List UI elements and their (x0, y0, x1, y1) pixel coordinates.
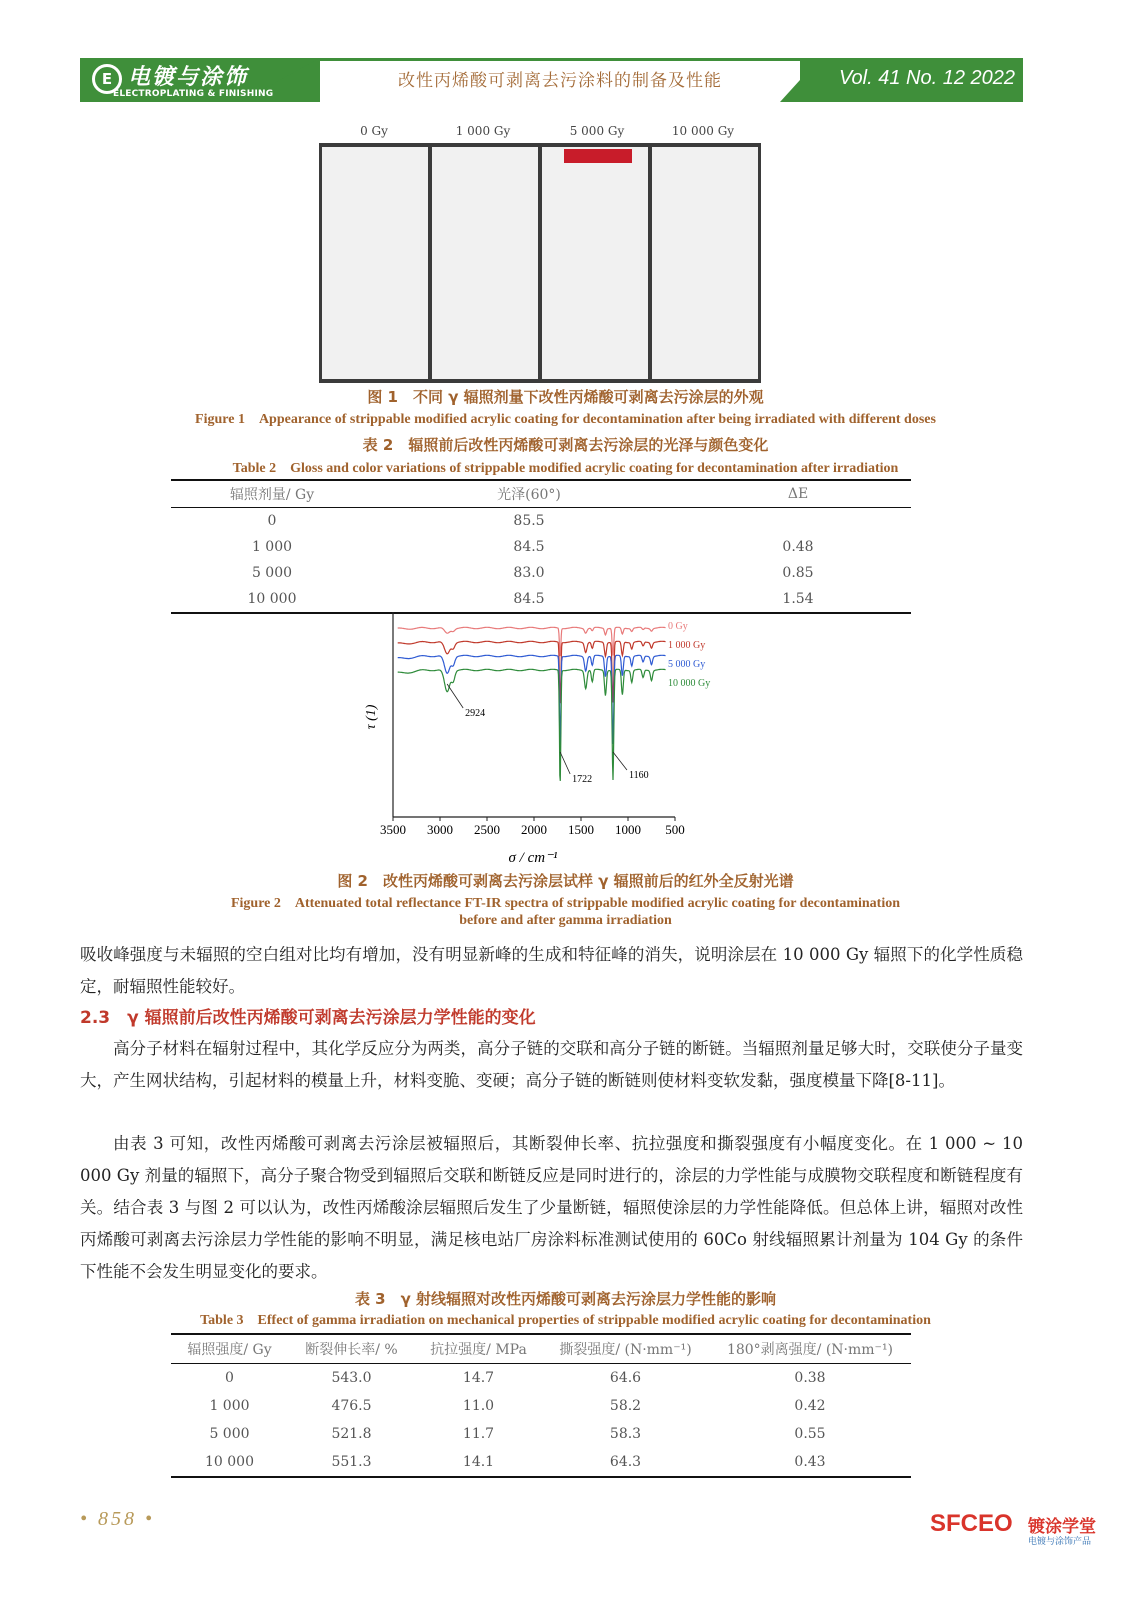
figure1-caption-cn: 图 1 不同 γ 辐照剂量下改性丙烯酸可剥离去污涂层的外观 (367, 388, 764, 406)
legend-entry: 1 000 Gy (668, 640, 706, 651)
legend-entry: 5 000 Gy (668, 659, 706, 670)
table3-header: 180°剥离强度/ (N·mm⁻¹) (709, 1334, 911, 1364)
table-cell: 1 000 (251, 539, 293, 555)
table-cell: 0.38 (794, 1370, 826, 1386)
footer-logo-sub: 电镀与涂饰产品 (1028, 1537, 1092, 1547)
table3-header: 辐照强度/ Gy (171, 1334, 288, 1364)
legend-entry: 0 Gy (668, 621, 688, 632)
running-title: 改性丙烯酸可剥离去污涂料的制备及性能 (398, 71, 722, 91)
table2-header: ΔE (685, 480, 911, 508)
table-cell: 476.5 (331, 1398, 372, 1414)
paragraph-2: 高分子材料在辐射过程中，其化学反应分为两类，高分子链的交联和高分子链的断链。当辐照剂量足够大时，交联使分子量变大，产生网状结构，引起材料的模量上升，材料变脆、变硬；高分子链的断链则使材料变软发黏，强度模量下降[8-11]。 (80, 1039, 1023, 1090)
table-cell: 85.5 (513, 513, 545, 529)
table-cell: 14.1 (415, 1448, 542, 1477)
table-cell: 11.7 (462, 1426, 495, 1442)
figure1-label-0gy: 0 Gy (360, 124, 388, 138)
page-number: • 858 • (80, 1508, 156, 1530)
journal-name-cn: 电镀与涂饰 (128, 64, 249, 90)
paragraph-1: 吸收峰强度与未辐照的空白组对比均有增加，没有明显新峰的生成和特征峰的消失，说明涂层在 10 000 Gy 辐照下的化学性质稳定，耐辐照性能较好。 (80, 945, 1023, 996)
coating-panel-0gy (322, 147, 428, 379)
x-tick-label: 2500 (474, 822, 500, 837)
table2-caption-cn: 表 2 辐照前后改性丙烯酸可剥离去污涂层的光泽与颜色变化 (362, 436, 769, 454)
figure1-caption-en: Figure 1 Appearance of strippable modified acrylic coating for decontamination after being irradiated with different doses (195, 412, 936, 427)
table-row (171, 534, 911, 560)
peak-annotations (447, 684, 648, 785)
table-cell: 14.7 (462, 1370, 495, 1386)
coating-panel-10000gy (652, 147, 758, 379)
table-cell (685, 508, 911, 535)
journal-name-en: ELECTROPLATING & FINISHING (113, 89, 274, 99)
table-cell: 0 (267, 513, 277, 529)
figure2-caption-en-1: Figure 2 Attenuated total reflectance FT-IR spectra of strippable modified acrylic coating for decontamination (230, 896, 901, 911)
table-row (171, 1392, 911, 1420)
spectrum-line-1 (398, 641, 666, 703)
x-ticks (380, 817, 685, 837)
figure1-label-1000gy: 1 000 Gy (455, 124, 511, 138)
table-cell: 5 000 (251, 565, 293, 581)
table-row (171, 586, 911, 613)
table2-caption-en: Table 2 Gloss and color variations of strippable modified acrylic coating for decontamination after irradiation (232, 461, 899, 476)
table-cell: 84.5 (373, 586, 685, 613)
table-cell: 58.3 (609, 1426, 642, 1442)
annotation-leader (560, 752, 570, 774)
table3-header: 断裂伸长率/ % (288, 1334, 415, 1364)
x-tick-label: 2000 (521, 822, 547, 837)
table-cell: 0.55 (794, 1426, 826, 1442)
annotation-leader (613, 752, 627, 770)
figure2-caption-en-2: before and after gamma irradiation (459, 913, 672, 928)
table-cell: 1 000 (209, 1398, 250, 1414)
table-cell: 58.2 (609, 1398, 642, 1414)
legend (668, 621, 710, 689)
volume-info: Vol. 41 No. 12 2022 (838, 67, 1015, 89)
table3-caption-cn: 表 3 γ 射线辐照对改性丙烯酸可剥离去污涂层力学性能的影响 (354, 1290, 777, 1308)
spectrum-line-3 (398, 669, 666, 781)
x-tick-label: 1000 (615, 822, 641, 837)
figure2-caption-cn: 图 2 改性丙烯酸可剥离去污涂层试样 γ 辐照前后的红外全反射光谱 (337, 872, 794, 890)
table-cell: 11.0 (462, 1398, 495, 1414)
paragraph-3: 由表 3 可知，改性丙烯酸可剥离去污涂层被辐照后，其断裂伸长率、抗拉强度和撕裂强度有小幅度变化。在 1 000 ~ 10 000 Gy 剂量的辐照下，高分子聚合物受到辐照后交联和断链反应是同时进行的，涂层的力学性能与成膜物交联程度和断链程度有关。结合表 3 与图 2 可以认为，改性丙烯酸涂层辐照后发生了少量断链，辐照使涂层的力学性能降低。但总体上讲，辐照对改性丙烯酸可剥离去污涂层力学性能的影响不明显，满足核电站厂房涂料标准测试使用的 60Co 射线辐照累计剂量为 104 Gy 的条件下性能不会发生明显变化的要求。 (80, 1134, 1023, 1281)
table-cell: 543.0 (331, 1370, 372, 1386)
table-cell: 0.48 (782, 539, 814, 555)
table-cell: 0.85 (782, 565, 814, 581)
table-cell: 0.43 (709, 1448, 911, 1477)
table-cell: 84.5 (513, 539, 545, 555)
red-tape-mark (564, 149, 632, 163)
figure1-label-5000gy: 5 000 Gy (569, 124, 625, 138)
table-row (171, 560, 911, 586)
table3-header: 抗拉强度/ MPa (415, 1334, 542, 1364)
figure1-label-10000gy: 10 000 Gy (671, 124, 735, 138)
coating-panel-5000gy (542, 147, 648, 379)
table-cell: 10 000 (171, 586, 373, 613)
table2-header: 光泽(60°) (373, 480, 685, 508)
figure1-photo (319, 143, 761, 383)
table-cell: 0 (225, 1370, 234, 1386)
table-cell: 551.3 (288, 1448, 415, 1477)
table-cell: 83.0 (513, 565, 545, 581)
table-cell: 64.3 (542, 1448, 709, 1477)
table2-header: 辐照剂量/ Gy (171, 480, 373, 508)
x-tick-label: 3000 (427, 822, 453, 837)
annotation-label: 2924 (465, 708, 486, 719)
spectra-series (398, 627, 666, 781)
table-cell: 10 000 (171, 1448, 288, 1477)
table3-caption-en: Table 3 Effect of gamma irradiation on mechanical properties of strippable modified acrylic coating for decontamination (200, 1313, 931, 1328)
section-heading-2-3: 2.3 γ 辐照前后改性丙烯酸可剥离去污涂层力学性能的变化 (80, 1008, 536, 1028)
table-row (171, 1420, 911, 1448)
y-axis-label: τ (1) (364, 704, 379, 730)
footer-logo: SFCEO (930, 1510, 1013, 1537)
table2 (171, 479, 911, 614)
table3 (171, 1333, 911, 1478)
annotation-label: 1160 (628, 770, 649, 781)
table-cell: 5 000 (209, 1426, 250, 1442)
table-row (171, 1448, 911, 1477)
table-cell: 1.54 (685, 586, 911, 613)
annotation-leader (447, 684, 463, 708)
footer-logo-cn: 镀涂学堂 (1028, 1517, 1096, 1537)
table-cell: 0.42 (794, 1398, 826, 1414)
annotation-label: 1722 (572, 774, 593, 785)
x-axis-label: σ / cm⁻¹ (508, 850, 558, 866)
coating-panel-1000gy (432, 147, 538, 379)
x-tick-label: 500 (665, 822, 685, 837)
x-tick-label: 1500 (568, 822, 594, 837)
table-cell: 521.8 (331, 1426, 372, 1442)
legend-entry: 10 000 Gy (668, 678, 711, 689)
table3-header: 撕裂强度/ (N·mm⁻¹) (542, 1334, 709, 1364)
table-row (171, 1364, 911, 1393)
ftir-chart (340, 612, 760, 872)
journal-logo-icon: E (92, 64, 122, 94)
table-row (171, 508, 911, 535)
table-cell: 64.6 (609, 1370, 642, 1386)
x-tick-label: 3500 (380, 822, 406, 837)
